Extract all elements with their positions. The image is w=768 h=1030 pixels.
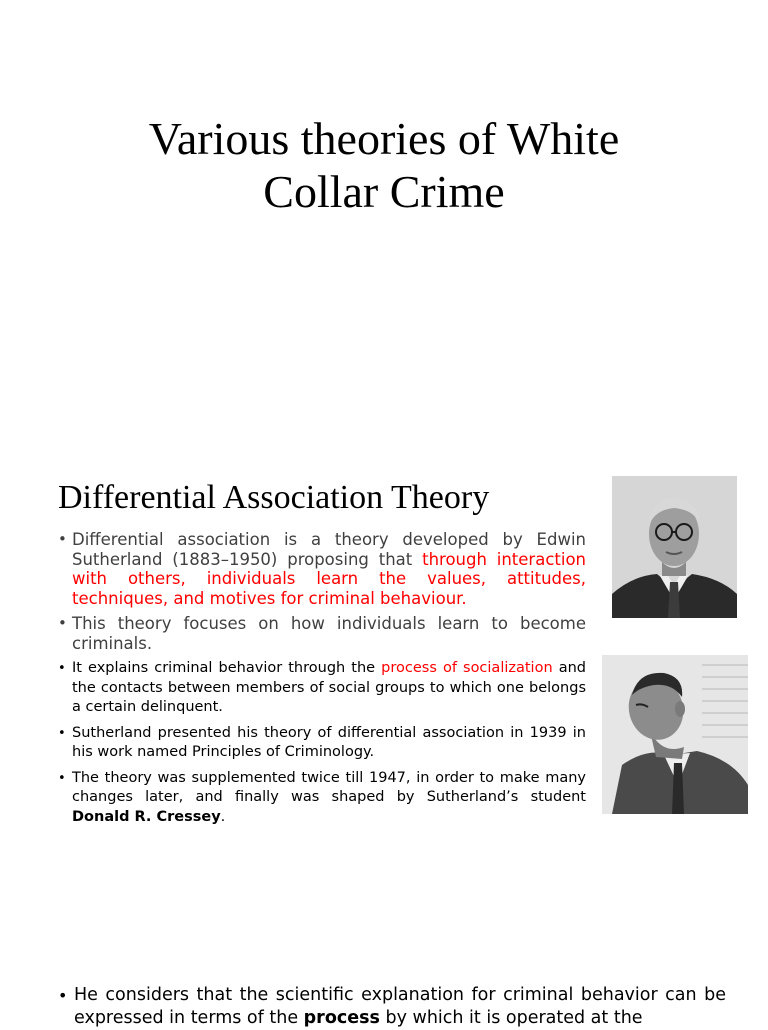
bullet-text: He considers that the scientific explanation for criminal behavior can be expressed in terms of the [74,985,726,1028]
bullet-item [58,530,586,608]
bullet-glyph: • [58,986,68,1005]
bullet-text: by which it is operated at the [379,1008,643,1028]
bullet-text: Sutherland presented his theory of differential association in 1939 in his work named Principles of Criminology. [72,724,586,760]
slide-title-line-1: Various theories of White [148,113,620,164]
bullet-text: and the contacts between members of social groups to which one belongs a certain delinquent. [72,660,587,715]
bullet-item [58,614,586,653]
bullet-glyph: • [58,725,66,741]
bullet-list [58,530,586,833]
bottom-bullet [58,984,726,1030]
bold-text: Donald R. Cressey [72,808,221,825]
bullet-text: . [220,808,226,825]
slide-title [0,112,768,218]
bullet-glyph: • [58,661,66,676]
slide-title-line-2: Collar Crime [263,166,505,217]
highlighted-text: through interaction with others, individuals learn the values, attitudes, techniques, and motives for criminal behaviour. [72,549,587,608]
portrait-photo-sutherland [612,476,737,618]
bullet-text: It explains criminal behavior through the [72,660,382,676]
bullet-glyph: • [58,614,67,632]
bullet-glyph: • [58,530,67,548]
section-heading: Differential Association Theory [58,479,490,516]
bullet-item [58,724,586,763]
bullet-item [58,659,586,718]
portrait-photo-cressey [602,655,748,814]
bullet-text: Differential association is a theory developed by Edwin Sutherland (1883–1950) proposing that [72,530,586,569]
bullet-item [58,769,586,828]
bullet-text: This theory focuses on how individuals learn to become criminals. [72,614,586,653]
highlighted-text: process of socialization [381,660,553,676]
bullet-text: The theory was supplemented twice till 1947, in order to make many changes later, and finally was shaped by Sutherland’s student [72,769,586,805]
bullet-glyph: • [58,770,66,786]
bold-text: process [303,1008,380,1028]
